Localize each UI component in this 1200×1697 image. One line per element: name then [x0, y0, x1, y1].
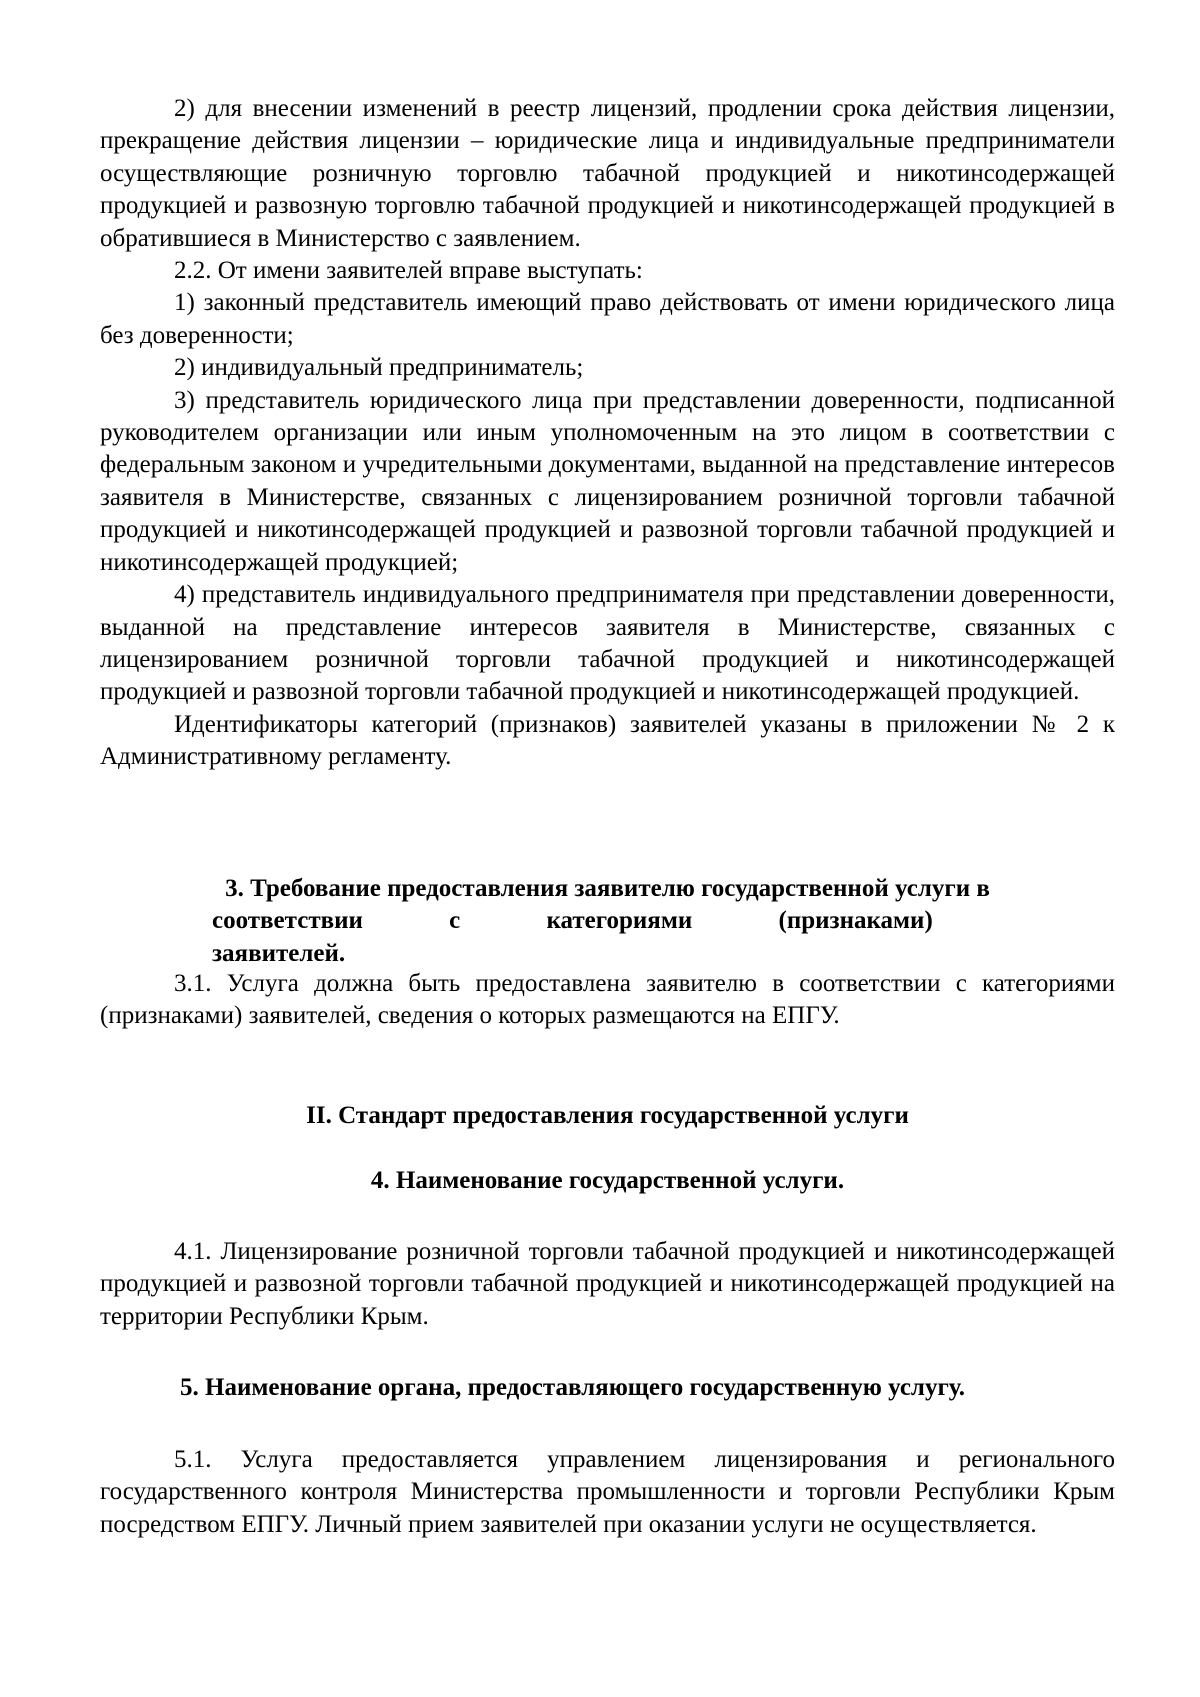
section-3-heading-line-1: 3. Требование предоставления заявителю государственной услуги в	[225, 875, 990, 902]
paragraph-3-1: 3.1. Услуга должна быть предоставлена заявителю в соответствии с категориями (признаками) заявителей, сведения о которых размещаются на ЕПГУ.	[100, 970, 1115, 1030]
section-3-body	[100, 968, 1115, 1033]
paragraph-5-1: 5.1. Услуга предоставляется управлением лицензирования и регионального государственного контроля Министерства промышленности и торговли Республики Крым посредством ЕПГУ. Личный прием заявителей при оказании услуги не осуществляется.	[100, 1446, 1115, 1538]
paragraph-identifiers: Идентификаторы категорий (признаков) заявителей указаны в приложении № 2 к Административному регламенту.	[100, 710, 1115, 771]
paragraph-representative-4: 4) представитель индивидуального предпринимателя при представлении доверенности, выданной на представление интересов заявителя в Министерстве, связанных с лицензированием розничной торговли табачной продукцией и никотинсодержащей продукцией и развозной торговли табачной продукцией и никотинсодержащей продукцией.	[100, 581, 1115, 706]
paragraph-2-2: 2.2. От имени заявителей вправе выступать:	[174, 257, 643, 285]
section-4-body	[100, 1236, 1115, 1333]
applicants-section	[100, 93, 1115, 774]
paragraph-representative-2: 2) индивидуальный предприниматель;	[174, 354, 584, 382]
paragraph-representative-1: 1) законный представитель имеющий право действовать от имени юридического лица без доверенности;	[100, 289, 1115, 349]
paragraph-item-2-changes: 2) для внесении изменений в реестр лицензий, продлении срока действия лицензии, прекращение действия лицензии – юридические лица и индивидуальные предприниматели осуществляющие розничную торговлю табачной продукцией и никотинсодержащей продукцией и развозную торговлю табачной продукцией и никотинсодержащей продукцией в обратившиеся в Министерство с заявлением.	[100, 95, 1115, 252]
section-5-heading: 5. Наименование органа, предоставляющего государственную услугу.	[180, 1374, 966, 1401]
part-2-heading: II. Стандарт предоставления государственной услуги	[306, 1102, 909, 1129]
paragraph-4-1: 4.1. Лицензирование розничной торговли табачной продукцией и никотинсодержащей продукцией и развозной торговли табачной продукцией и никотинсодержащей продукцией на территории Республики Крым.	[100, 1238, 1115, 1330]
section-5-body	[100, 1444, 1115, 1541]
paragraph-representative-3: 3) представитель юридического лица при представлении доверенности, подписанной руководителем организации или иным уполномоченным на это лицом в соответствии с федеральным законом и учредительными документами, выданной на представление интересов заявителя в Министерстве, связанных с лицензированием розничной торговли табачной продукцией и никотинсодержащей продукцией и развозной торговли табачной продукцией и никотинсодержащей продукцией;	[100, 386, 1115, 576]
section-4-heading: 4. Наименование государственной услуги.	[370, 1167, 845, 1194]
section-3-heading	[100, 873, 1115, 970]
section-3-heading-line-2: соответствии с категориями (признаками) заявителей.	[212, 907, 933, 967]
